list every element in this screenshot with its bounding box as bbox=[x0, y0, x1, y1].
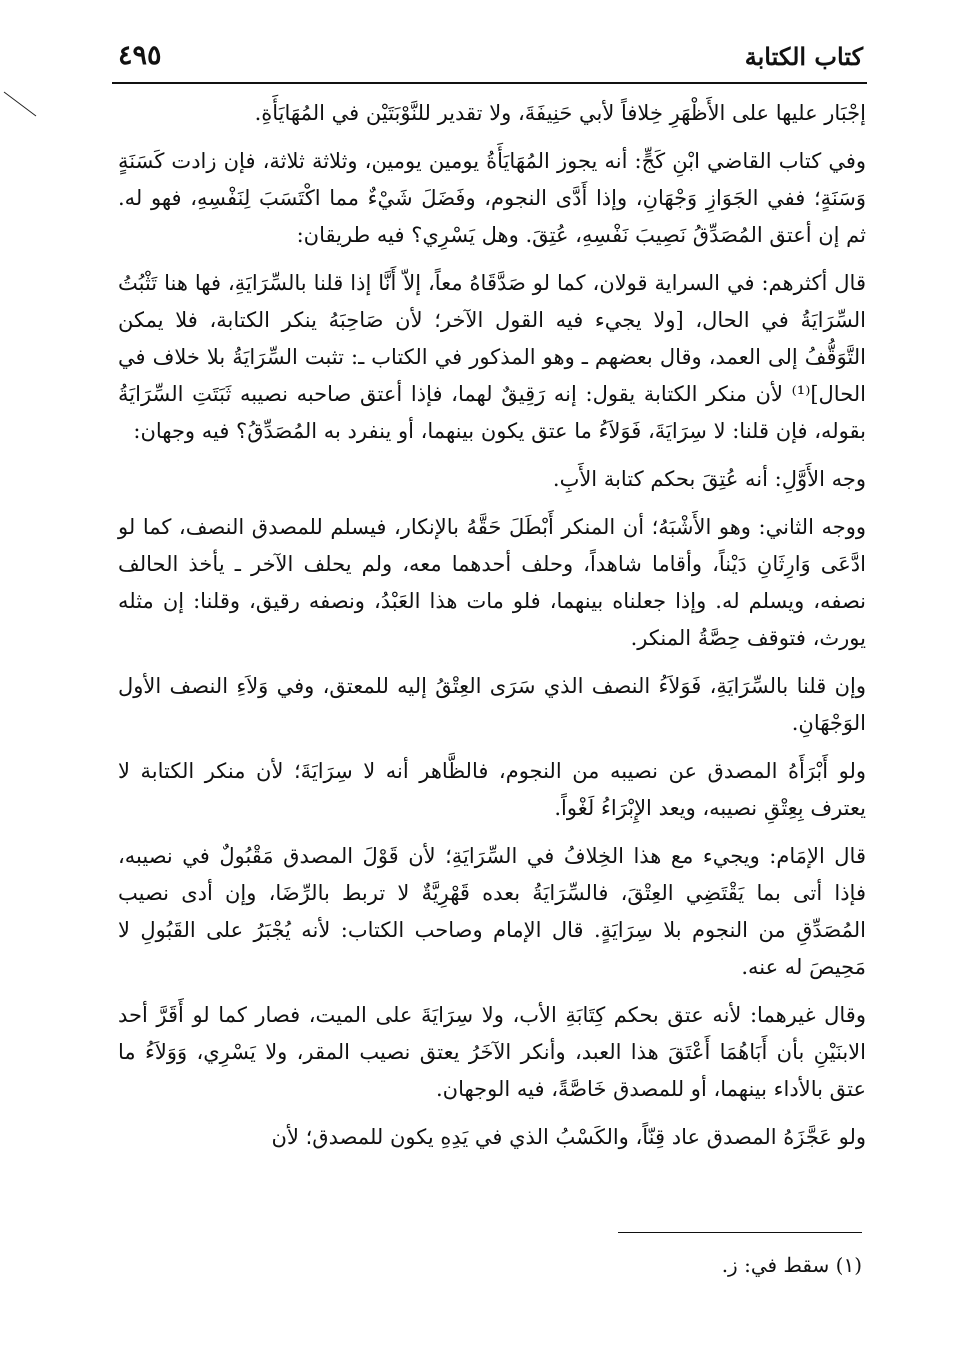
paragraph: ولو أَبْرَأَهُ المصدق عن نصيبه من النجوم، فالظَّاهر أنه لا سِرَايَةَ؛ لأن منكر الكتابة لا يعترف بِعِتْقِ نصيبه، ويعد الإِبْرَاءُ لَغْواً. bbox=[118, 759, 866, 820]
paragraph: ولو عَجَّزَهُ المصدق عاد قِنّاً، والكَسْبُ الذي في يَدِهِ يكون للمصدق؛ لأن bbox=[271, 1125, 866, 1149]
paragraph: وإن قلنا بالسِّرَايَةِ، فَوَلاَءُ النصف الذي سَرَى العِتْقُ إليه للمعتق، وفي وَلاَءِ النصف الأول الوَجْهَانِ. bbox=[118, 674, 866, 735]
footnote bbox=[118, 1250, 862, 1280]
page-header bbox=[118, 38, 863, 82]
footnote-marker: (١) bbox=[835, 1253, 862, 1277]
page-number: ٤٩٥ bbox=[118, 40, 162, 71]
paragraph: قال الإمَام: ويجيء مع هذا الخِلافُ في السِّرَايَةِ؛ لأن قَوْلَ المصدق مَقْبُولٌ في نصيبه، فإذا أتى بما يَقْتَضِي العِتْقَ، فالسِّرَايَةُ بعده قَهْرِيَّةٌ لا تربط بالرِّضَا، وإن أدى نصيب المُصَدِّقِ من النجوم بلا سِرَايَةٍ. قال الإمام وصاحب الكتاب: لأنه يُجْبَرُ على القَبُولِ لا مَحِيصَ له عنه. bbox=[118, 844, 866, 979]
running-title: كتاب الكتابة bbox=[744, 42, 863, 71]
body-text bbox=[118, 95, 866, 1167]
paragraph: وفي كتاب القاضي ابْنِ كَجٍّ: أنه يجوز المُهَايَأَةُ يومين يومين، وثلاثة ثلاثة، فإن زادت كَسَنَةٍ وَسَنَةٍ؛ ففي الجَوَازِ وَجْهَانِ، وإذا أَدَّى النجوم، وفَضَلَ شَيْءٌ مما اكْتَسَبَ لِنَفْسِهِ، فهو له. ثم إن أعتق المُصَدِّقُ نَصِيبَ نَفْسِهِ، عُتِقَ. وهل يَسْرِي؟ فيه طريقان: bbox=[118, 149, 866, 247]
footnote-rule bbox=[618, 1232, 862, 1233]
paragraph: وقال غيرهما: لأنه عتق بحكم كِتَابَةِ الأب، ولا سِرَايَةَ على الميت، فصار كما لو أَقَرَّ أحد الابنَيْنِ بأن أَبَاهُمَا أَعْتَقَ هذا العبد، وأنكر الآخَرُ يعتق نصيب المقر، ولا يَسْرِي، وَوَلاَءُ ما عتق بالأداء بينهما، أو للمصدق خَاصَّةً، فيه الوجهان. bbox=[118, 1003, 866, 1101]
header-rule bbox=[112, 82, 867, 84]
paragraph: قال أكثرهم: في السراية قولان، كما لو صَدَّقَاهُ معاً، إلاّ أَنَّا إذا قلنا بالسِّرَايَةِ، فها هنا تَثْبُتُ السِّرَايَةُ في الحال، [ولا يجيء فيه القول الآخر؛ لأن صَاحِبَهُ ينكر الكتابة، فلا يمكن التَّوَقُّفُ إلى العمد، وقال بعضهم ـ وهو المذكور في الكتاب ـ: تثبت السِّرَايَةُ بلا خلاف في الحال]⁽¹⁾ لأن منكر الكتابة يقول: إنه رَقِيقٌ لهما، فإذا أعتق صاحبه نصيبه ثَبَتَتِ السِّرَايَةُ بقوله، فإن قلنا: لا سِرَايَةَ، فَوَلاَءُ ما عتق يكون بينهما، أو ينفرد به المُصَدِّقُ؟ فيه وجهان: bbox=[118, 271, 866, 443]
paragraph: ووجه الثاني: وهو الأَشْبَهُ؛ أن المنكر أَبْطَلَ حَقَّهُ بالإنكار، فيسلم للمصدق النصف، كما لو ادَّعَى وَارِثَانِ دَيْناً، وأقاما شاهداً، وحلف أحدهما معه، ولم يحلف الآخر ـ يأخذ الحالف نصفه، ويسلم له. وإذا جعلناه بينهما، فلو مات هذا العَبْدُ، ونصفه رقيق، وقلنا: إن مثله يورث، فتوقف حِصَّةُ المنكر. bbox=[118, 515, 866, 650]
paragraph: إجْبَار عليها على الأَظْهَرِ خِلافاً لأبي حَنِيفَةَ، ولا تقدير للنَّوْبَتَيْن في المُهَايَأَةِ. bbox=[254, 101, 866, 125]
paragraph: وجه الأَوَّلِ: أنه عُتِقَ بحكم كتابة الأَبِ. bbox=[552, 467, 866, 491]
footnote-text: سقط في: ز. bbox=[721, 1253, 830, 1277]
scan-artifact-line bbox=[0, 88, 40, 128]
